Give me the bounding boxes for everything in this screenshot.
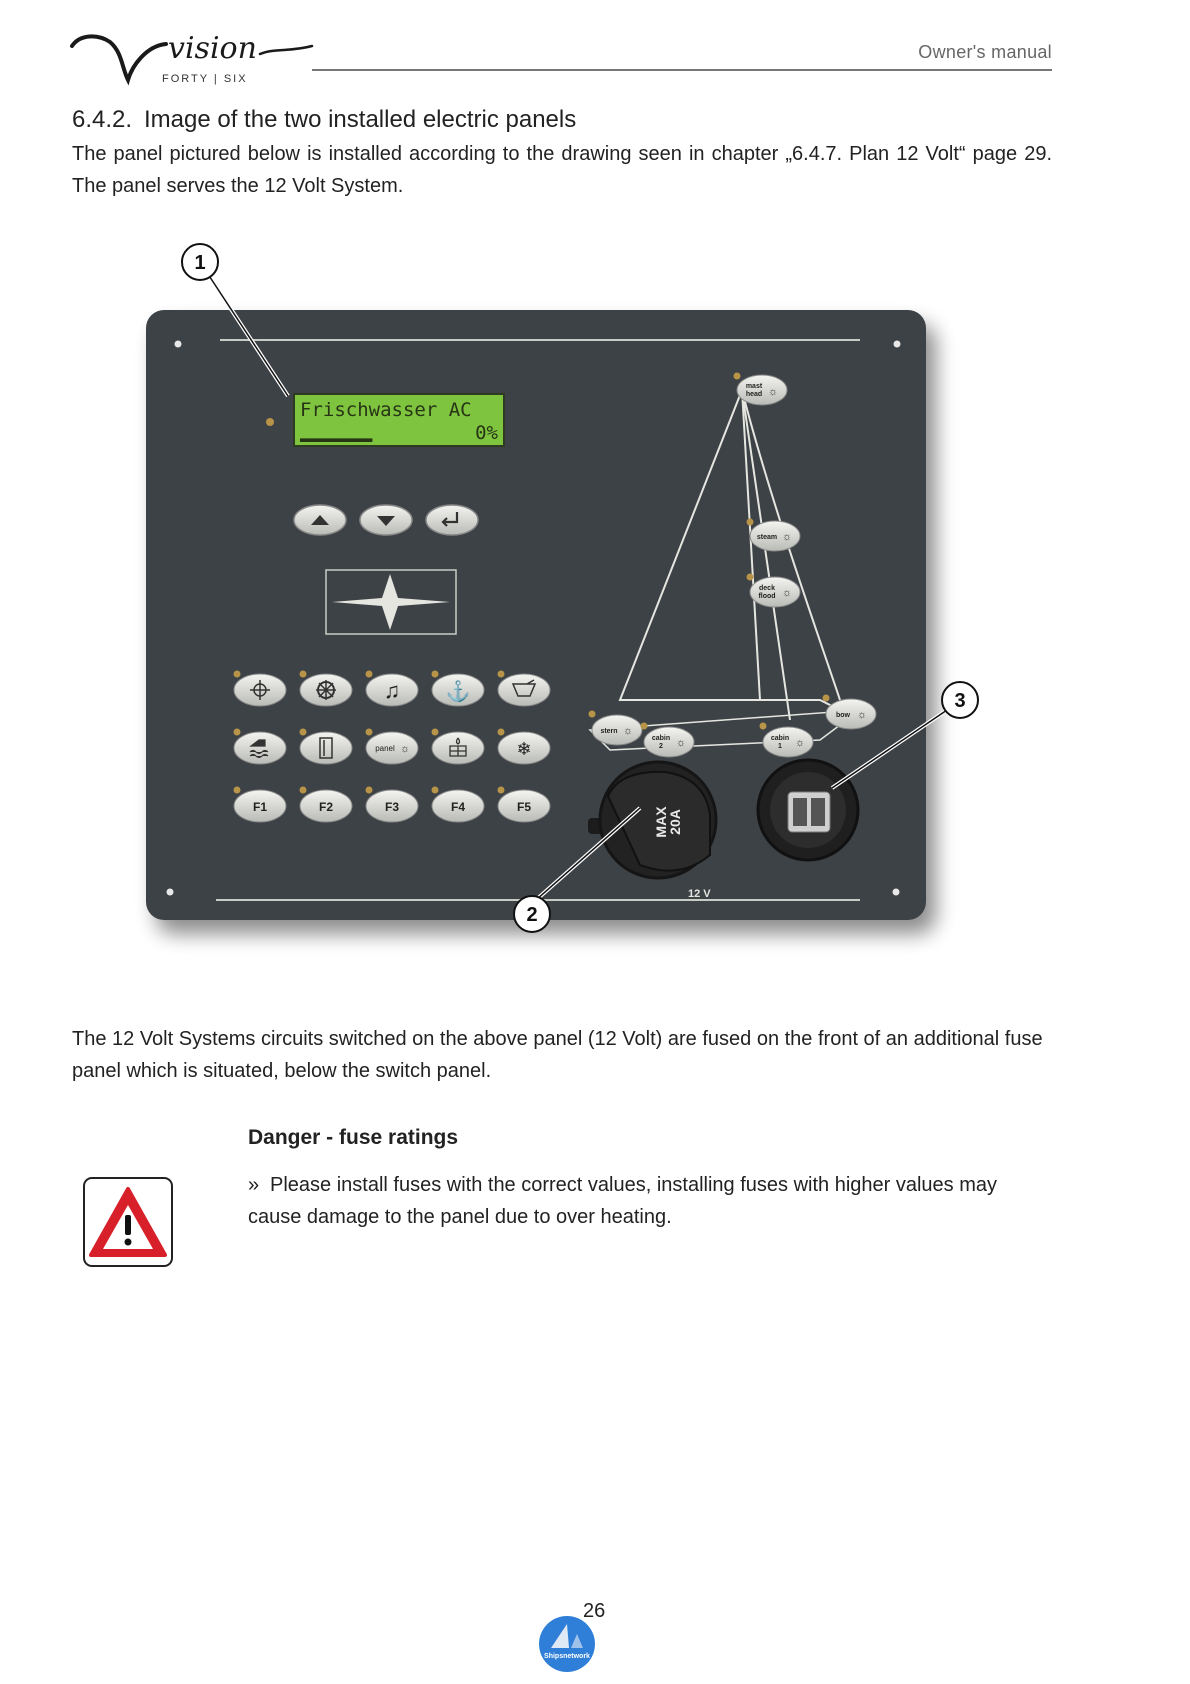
usb-socket[interactable] [758, 760, 858, 860]
screw-bottom-left [167, 889, 174, 896]
callout-1-label: 1 [194, 252, 206, 274]
vision-forty-six-logo [70, 28, 320, 88]
page-number: 26 [583, 1600, 606, 1622]
light-icon: ☼ [781, 531, 793, 543]
f5-switch[interactable] [498, 790, 550, 822]
badge-text: Shipsnetwork [544, 1653, 590, 1660]
f5-label: F5 [516, 800, 532, 814]
nav-up-button[interactable] [294, 505, 346, 535]
socket-label-1: MAX [653, 806, 669, 838]
stern-label: stern [600, 728, 618, 735]
nav-enter-button[interactable] [426, 505, 478, 535]
mast-head-label-1: mast [745, 383, 763, 390]
callout-2 [514, 896, 550, 932]
lcd-value: 0% [475, 422, 498, 444]
header-label: Owner's manual [918, 42, 1052, 62]
light-icon: ☼ [675, 737, 687, 749]
anchor-icon: ⚓ [445, 681, 471, 703]
cabin-1-switch[interactable] [763, 727, 813, 757]
callout-3-label: 3 [954, 690, 966, 712]
electric-panel-figure [120, 240, 1020, 1000]
cabin-1-label-1: cabin [770, 735, 790, 742]
light-icon: ☼ [622, 725, 634, 737]
cabin-2-switch[interactable] [644, 727, 694, 757]
screw-bottom-right [893, 889, 900, 896]
f2-switch[interactable] [300, 790, 352, 822]
f1-label: F1 [252, 800, 268, 814]
usb-port-icon [811, 798, 825, 826]
bow-label: bow [836, 712, 850, 719]
usb-port-icon [793, 798, 807, 826]
deck-flood-switch[interactable] [750, 577, 800, 607]
lcd-bar: ▂▂▂▂▂▂▂▂▂▂ [300, 428, 373, 442]
section-heading [72, 106, 576, 134]
light-icon: ☼ [767, 386, 779, 398]
warning-triangle-icon [83, 1177, 173, 1267]
light-icon: ☼ [781, 587, 793, 599]
warning-text: Please install fuses with the correct values, installing fuses with higher values may cause damage to the panel due to over heating. [248, 1174, 998, 1228]
screw-top-left [175, 341, 182, 348]
intro-paragraph: The panel pictured below is installed according to the drawing seen in chapter „6.4.7. Plan 12 Volt“ page 29. The panel serves the 12 Volt System. [72, 143, 1052, 197]
screw-top-right [894, 341, 901, 348]
lcd-line-1: Frischwasser AC [300, 399, 472, 421]
switch-grid [234, 671, 551, 823]
voltage-label: 12 V [688, 888, 711, 900]
callout-1 [182, 244, 218, 280]
steam-label: steam [756, 534, 778, 541]
navigation-lights-switch[interactable] [234, 674, 286, 706]
panel-switch-label: panel [375, 744, 395, 753]
light-icon: ☼ [399, 743, 411, 755]
cabin-1-label-2: 1 [778, 743, 782, 750]
deck-flood-label-2: flood [758, 593, 776, 600]
warning-item [248, 1169, 1048, 1233]
header-rule [312, 69, 1052, 71]
section-title: Image of the two installed electric panels [144, 106, 577, 133]
music-note-icon: ♫ [383, 678, 401, 703]
panel-light-switch[interactable] [366, 732, 418, 764]
cabin-2-label-2: 2 [659, 743, 663, 750]
deck-flood-label-1: deck [759, 585, 775, 592]
mast-head-label-2: head [745, 391, 763, 398]
door-switch[interactable] [300, 732, 352, 764]
music-switch[interactable] [366, 674, 418, 706]
section-number: 6.4.2. [72, 106, 133, 133]
logo-subtitle: FORTY | SIX [162, 73, 248, 85]
water-pump-switch[interactable] [432, 732, 484, 764]
warning-bullet: » [248, 1174, 260, 1196]
mast-head-switch[interactable] [737, 375, 787, 405]
bow-switch[interactable] [826, 699, 876, 729]
helm-switch[interactable] [300, 674, 352, 706]
anchor-switch[interactable] [432, 674, 484, 706]
fridge-switch[interactable] [498, 732, 550, 764]
f1-switch[interactable] [234, 790, 286, 822]
bilge-switch[interactable] [498, 674, 550, 706]
light-icon: ☼ [856, 709, 868, 721]
snowflake-icon: ❄ [516, 739, 532, 759]
callout-3 [942, 682, 978, 718]
stern-switch[interactable] [592, 715, 642, 745]
ship-wheel-icon [316, 680, 336, 700]
f3-switch[interactable] [366, 790, 418, 822]
water-heater-switch[interactable] [234, 732, 286, 764]
nav-down-button[interactable] [360, 505, 412, 535]
cabin-2-label-1: cabin [651, 735, 671, 742]
steam-switch[interactable] [750, 521, 800, 551]
f4-switch[interactable] [432, 790, 484, 822]
light-icon: ☼ [794, 737, 806, 749]
fuse-paragraph: The 12 Volt Systems circuits switched on the above panel (12 Volt) are fused on the front of an additional fuse panel which is situated, below the switch panel. [72, 1028, 1043, 1082]
warning-title: Danger - fuse ratings [248, 1126, 459, 1149]
shipsnetwork-badge [537, 1614, 597, 1674]
f3-label: F3 [384, 800, 400, 814]
socket-label-2: 20A [667, 809, 683, 835]
display-led [266, 418, 274, 426]
callout-2-label: 2 [526, 904, 538, 926]
logo-wordmark: vision [168, 31, 257, 66]
f4-label: F4 [450, 800, 466, 814]
f2-label: F2 [318, 800, 334, 814]
